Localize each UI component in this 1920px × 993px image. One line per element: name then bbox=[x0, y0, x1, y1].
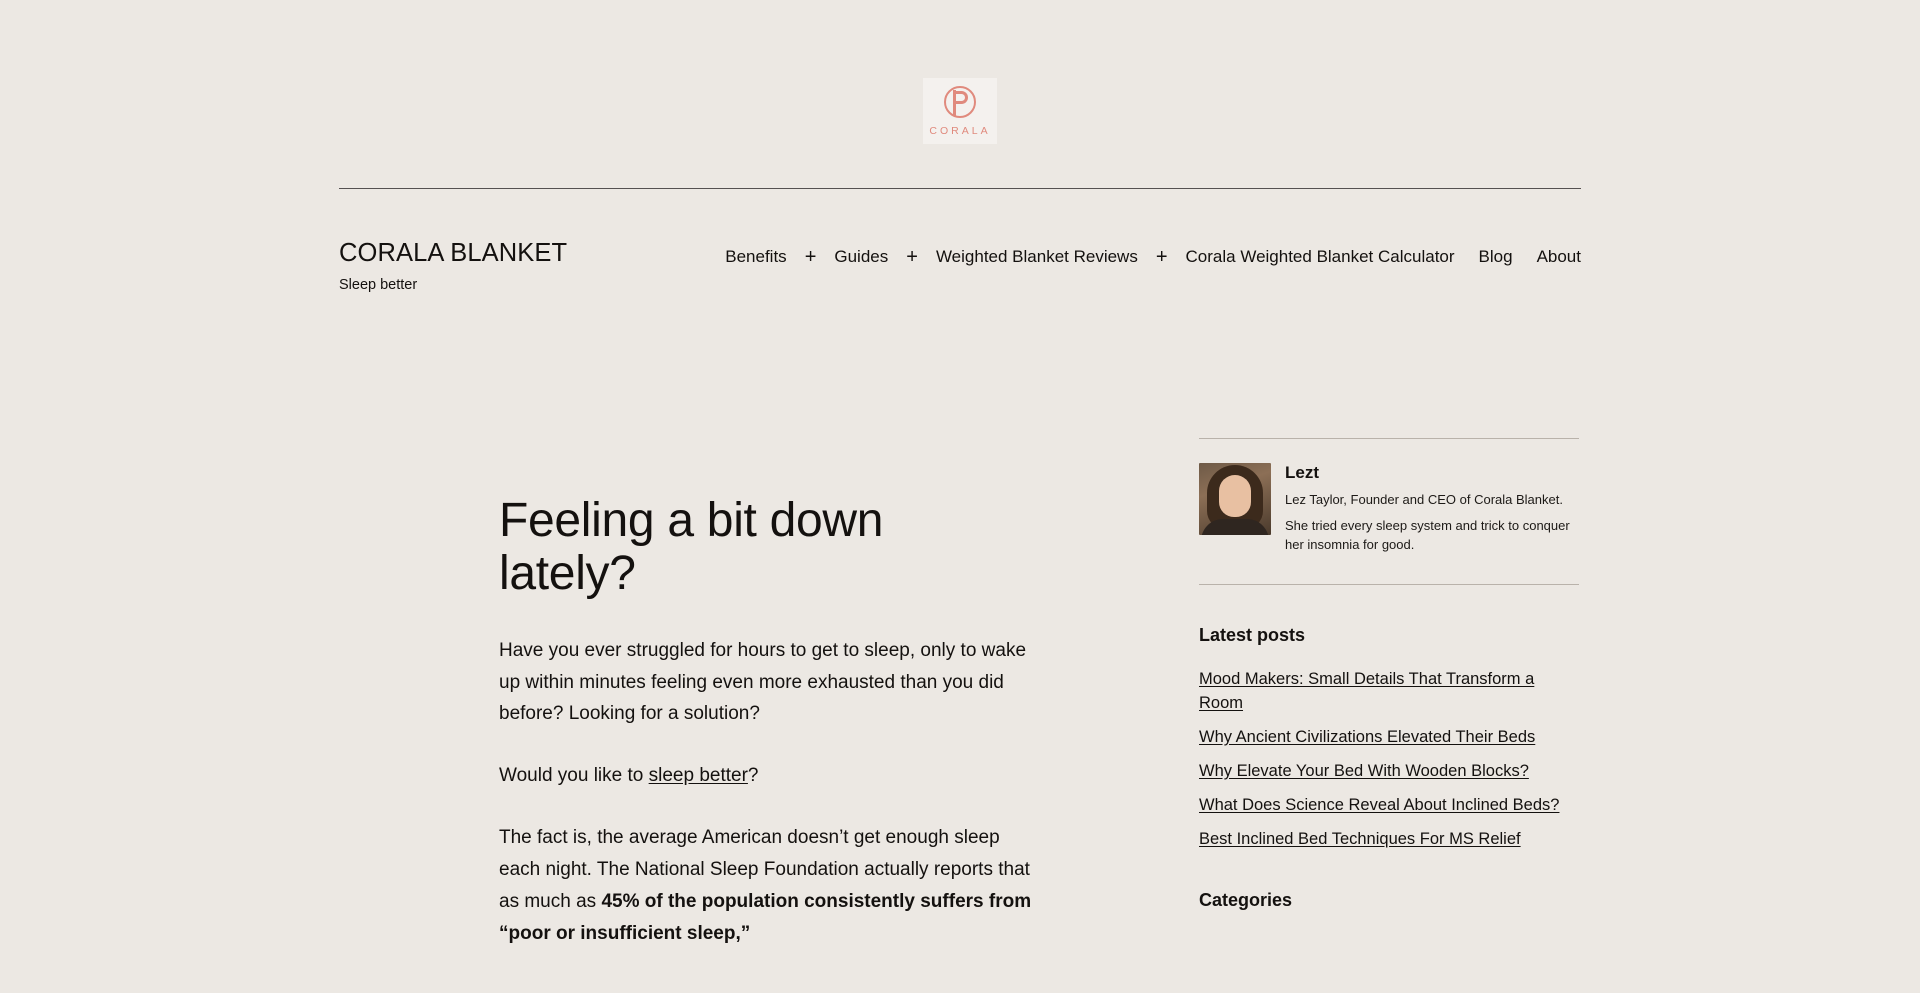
site-logo[interactable] bbox=[0, 78, 1920, 144]
site-branding[interactable] bbox=[339, 238, 571, 293]
latest-post-link-3[interactable]: Why Elevate Your Bed With Wooden Blocks? bbox=[1199, 762, 1529, 781]
article-paragraph-1: Have you ever struggled for hours to get to sleep, only to wake up within minutes feeling even more exhausted than you did before? Looking for a solution? bbox=[499, 639, 1027, 725]
corala-logo-icon bbox=[941, 85, 979, 123]
list-item bbox=[1199, 828, 1579, 852]
article-paragraph-3 bbox=[499, 822, 1039, 950]
header-divider bbox=[339, 188, 1581, 189]
nav-item-blog[interactable]: Blog bbox=[1478, 247, 1513, 266]
paragraph-3-emphasis: 45% of the population consistently suffers from “poor or insufficient sleep,” bbox=[499, 891, 1032, 944]
sidebar-author-rule bbox=[1199, 584, 1579, 585]
author-info bbox=[1285, 463, 1579, 562]
latest-posts-heading: Latest posts bbox=[1199, 625, 1306, 646]
logo-box[interactable] bbox=[923, 78, 997, 144]
list-item bbox=[1199, 726, 1579, 750]
paragraph-2-tail: ? bbox=[747, 765, 759, 787]
author-bio-line-1: Lez Taylor, Founder and CEO of Corala Blanket. bbox=[1285, 492, 1563, 507]
author-card bbox=[1199, 439, 1579, 584]
latest-post-link-2[interactable]: Why Ancient Civilizations Elevated Their Beds bbox=[1199, 728, 1536, 747]
paragraph-2-lead: Would you like to bbox=[499, 765, 649, 787]
nav-item-guides[interactable]: Guides bbox=[834, 247, 889, 266]
nav-item-weighted-blanket-reviews[interactable]: Weighted Blanket Reviews bbox=[935, 247, 1138, 266]
latest-post-link-5[interactable]: Best Inclined Bed Techniques For MS Relief bbox=[1199, 829, 1521, 848]
sidebar bbox=[1199, 438, 1579, 911]
nav-item-about[interactable]: About bbox=[1536, 247, 1581, 266]
avatar bbox=[1199, 463, 1271, 535]
page-title: Feeling a bit down lately? bbox=[499, 494, 884, 600]
site-header bbox=[339, 238, 1581, 293]
nav-item-calculator[interactable]: Corala Weighted Blanket Calculator bbox=[1185, 247, 1455, 266]
nav-item-benefits[interactable]: Benefits bbox=[725, 247, 787, 266]
sleep-better-link[interactable]: sleep better bbox=[648, 765, 748, 787]
primary-navigation bbox=[571, 238, 1581, 267]
article-content bbox=[499, 495, 1039, 980]
site-tagline: Sleep better bbox=[339, 277, 418, 294]
nav-submenu-toggle-reviews[interactable]: + bbox=[1155, 246, 1168, 268]
site-title[interactable]: CORALA BLANKET bbox=[339, 239, 568, 267]
latest-post-link-1[interactable]: Mood Makers: Small Details That Transform a Room bbox=[1199, 670, 1535, 713]
list-item bbox=[1199, 668, 1579, 716]
latest-posts-list bbox=[1199, 668, 1579, 852]
nav-submenu-toggle-guides[interactable]: + bbox=[906, 246, 918, 268]
categories-heading: Categories bbox=[1199, 889, 1293, 910]
paragraph-3-lead: The fact is, the average American doesn’t get enough sleep each night. The National Sleep Foundation actually reports that as much as bbox=[499, 827, 1030, 913]
list-item bbox=[1199, 794, 1579, 818]
latest-post-link-4[interactable]: What Does Science Reveal About Inclined Beds? bbox=[1199, 796, 1560, 815]
list-item bbox=[1199, 760, 1579, 784]
author-name: Lezt bbox=[1285, 463, 1319, 482]
logo-wordmark: CORALA bbox=[929, 125, 991, 137]
author-bio-line-2: She tried every sleep system and trick to conquer her insomnia for good. bbox=[1285, 518, 1570, 552]
nav-submenu-toggle-benefits[interactable]: + bbox=[804, 246, 817, 268]
article-paragraph-2 bbox=[499, 760, 1039, 792]
